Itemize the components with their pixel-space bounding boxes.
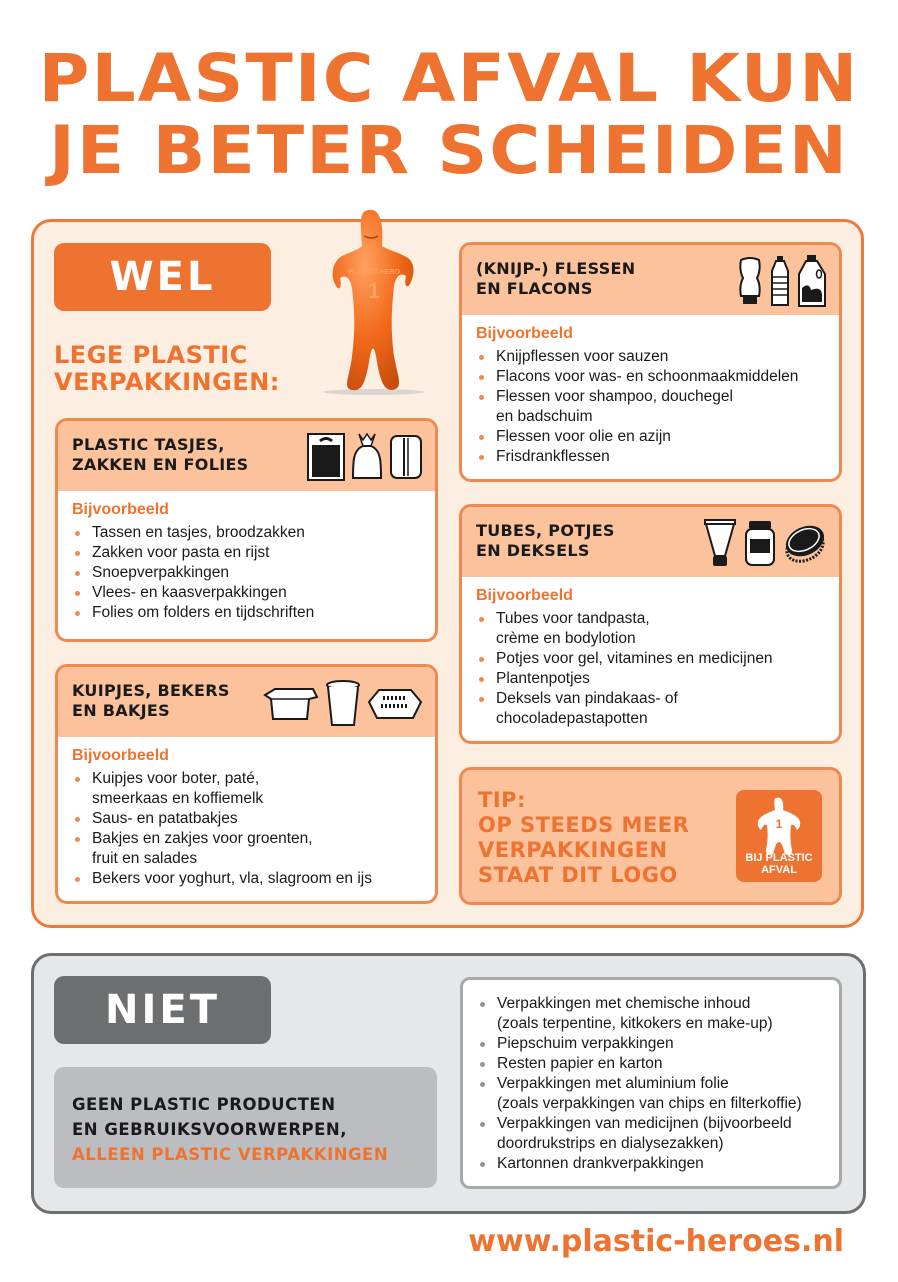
niet-list-box <box>460 977 842 1189</box>
list-item: Deksels van pindakaas- of chocoladepastapotten <box>476 689 825 729</box>
example-label: Bijvoorbeeld <box>72 501 169 518</box>
list-item: Folies om folders en tijdschriften <box>72 603 421 623</box>
list-item: Zakken voor pasta en rijst <box>72 543 421 563</box>
example-label: Bijvoorbeeld <box>476 587 573 604</box>
list-item: Verpakkingen van medicijnen (bijvoorbeeld doordrukstrips en dialysezakken) <box>477 1114 825 1154</box>
example-list <box>476 609 825 729</box>
tied-bag-icon <box>351 432 383 482</box>
card-tasjes-zakken-folies <box>55 418 438 642</box>
svg-text:1: 1 <box>775 817 783 831</box>
card-icons <box>263 677 423 729</box>
card-header <box>462 507 839 577</box>
card-icons <box>307 431 423 483</box>
card-title: (KNIJP-) FLESSEN EN FLACONS <box>476 259 636 298</box>
svg-text:1: 1 <box>367 278 381 303</box>
svg-text:PLASTIC HERO: PLASTIC HERO <box>347 269 401 276</box>
tray-icon <box>367 686 423 720</box>
card-title: PLASTIC TASJES, ZAKKEN EN FOLIES <box>72 435 249 474</box>
page-title-line1: PLASTIC AFVAL KUN <box>38 40 860 117</box>
wel-badge: WEL <box>54 243 271 311</box>
list-item: Flessen voor olie en azijn <box>476 427 825 447</box>
list-item: Frisdrankflessen <box>476 447 825 467</box>
card-tubes-potjes-deksels <box>459 504 842 744</box>
list-item: Tubes voor tandpasta, crème en bodylotion <box>476 609 825 649</box>
logo-text: BIJ PLASTIC AFVAL <box>745 852 813 876</box>
list-item: Resten papier en karton <box>477 1054 825 1074</box>
tube-icon <box>703 518 737 568</box>
example-list <box>476 347 825 467</box>
card-header <box>58 421 435 491</box>
list-item: Bakjes en zakjes voor groenten, fruit en salades <box>72 829 421 869</box>
page-title-line2: JE BETER SCHEIDEN <box>49 112 849 189</box>
niet-statement-box <box>54 1067 437 1188</box>
jar-icon <box>743 519 777 567</box>
list-item: Vlees- en kaasverpakkingen <box>72 583 421 603</box>
list-item: Bekers voor yoghurt, vla, slagroom en ijs <box>72 869 421 889</box>
example-label: Bijvoorbeeld <box>72 747 169 764</box>
foil-pack-icon <box>389 432 423 482</box>
list-item: Snoepverpakkingen <box>72 563 421 583</box>
card-title: TUBES, POTJES EN DEKSELS <box>476 521 615 560</box>
list-item: Verpakkingen met chemische inhoud (zoals terpentine, kitkokers en make-up) <box>477 994 825 1034</box>
list-item: Piepschuim verpakkingen <box>477 1034 825 1054</box>
card-title: KUIPJES, BEKERS EN BAKJES <box>72 681 230 720</box>
tip-text: TIP: OP STEEDS MEER VERPAKKINGEN STAAT DIT LOGO <box>478 788 690 887</box>
plastic-hero-mascot-icon <box>318 206 430 396</box>
cup-icon <box>325 679 361 727</box>
card-icons <box>703 517 827 569</box>
example-label: Bijvoorbeeld <box>476 325 573 342</box>
list-item: Verpakkingen met aluminium folie (zoals verpakkingen van chips en filterkoffie) <box>477 1074 825 1114</box>
card-flessen-flacons <box>459 242 842 482</box>
niet-badge: NIET <box>54 976 271 1044</box>
niet-list <box>477 994 825 1174</box>
tub-icon <box>263 685 319 721</box>
list-item: Potjes voor gel, vitamines en medicijnen <box>476 649 825 669</box>
card-header <box>58 667 435 737</box>
example-list <box>72 523 421 623</box>
card-header <box>462 245 839 315</box>
list-item: Kuipjes voor boter, paté, smeerkaas en koffiemelk <box>72 769 421 809</box>
lid-icon <box>783 521 827 565</box>
niet-statement: GEEN PLASTIC PRODUCTEN EN GEBRUIKSVOORWERPEN, ALLEEN PLASTIC VERPAKKINGEN <box>72 1095 389 1164</box>
tip-box <box>459 767 842 905</box>
wel-subtitle <box>54 342 280 396</box>
water-bottle-icon <box>769 255 791 307</box>
wel-subtitle-line1: LEGE PLASTIC <box>54 341 248 369</box>
list-item: Saus- en patatbakjes <box>72 809 421 829</box>
plastic-afval-logo-icon <box>736 790 822 882</box>
list-item: Kartonnen drankverpakkingen <box>477 1154 825 1174</box>
example-list <box>72 769 421 889</box>
list-item: Flessen voor shampoo, douchegel en badschuim <box>476 387 825 427</box>
list-item: Tassen en tasjes, broodzakken <box>72 523 421 543</box>
detergent-bottle-icon <box>797 254 827 308</box>
list-item: Knijpflessen voor sauzen <box>476 347 825 367</box>
list-item: Flacons voor was- en schoonmaakmiddelen <box>476 367 825 387</box>
card-kuipjes-bekers-bakjes <box>55 664 438 904</box>
card-icons <box>737 255 827 307</box>
website-link[interactable]: www.plastic-heroes.nl <box>468 1224 844 1259</box>
shopping-bag-icon <box>307 433 345 481</box>
squeeze-bottle-icon <box>737 256 763 306</box>
wel-subtitle-line2: VERPAKKINGEN: <box>54 368 280 396</box>
list-item: Plantenpotjes <box>476 669 825 689</box>
